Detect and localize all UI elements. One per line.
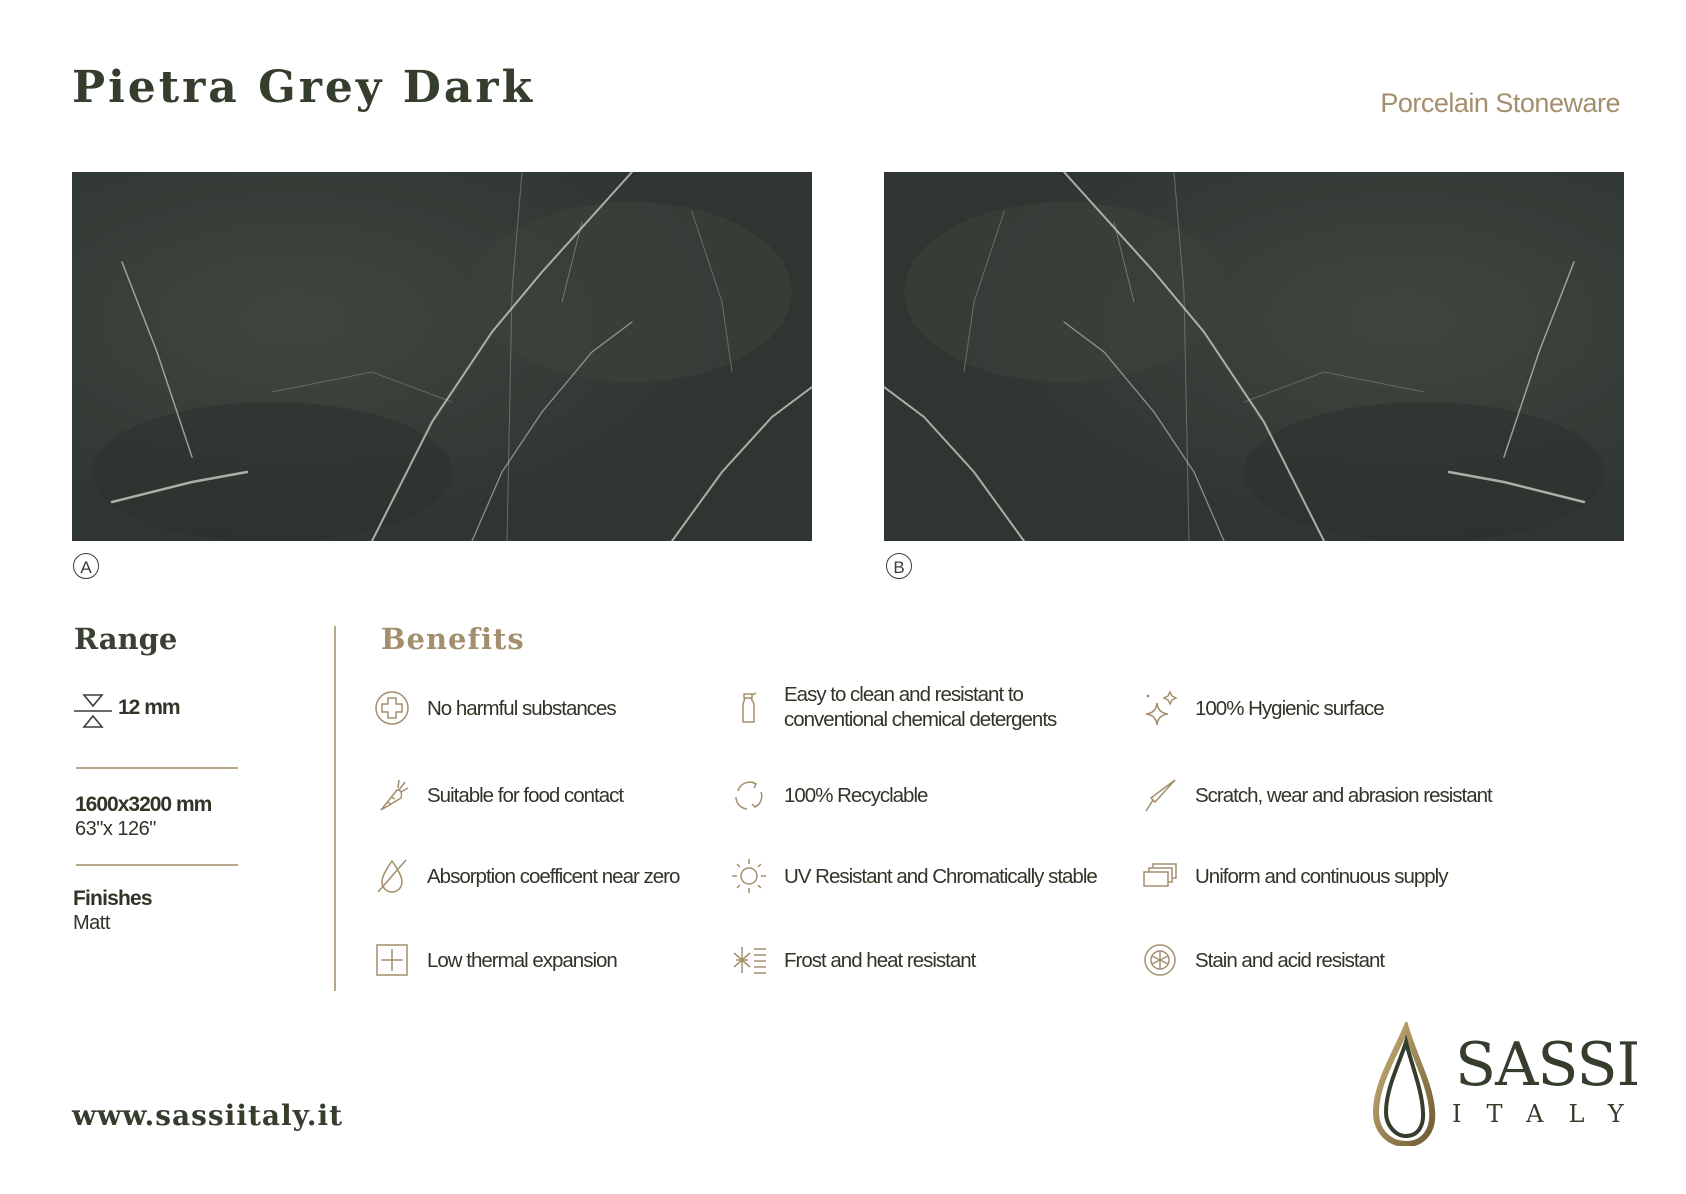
sun-icon [730,857,768,895]
divider-line [76,767,238,769]
acid-circle-icon [1141,941,1179,979]
benefit-text-line-1: Easy to clean and resistant to [784,683,1023,706]
benefit-text: 100% Hygienic surface [1195,696,1384,720]
benefit-item [730,682,1056,732]
spray-bottle-icon [730,688,768,726]
benefit-text: Absorption coefficent near zero [427,864,680,888]
benefit-text: UV Resistant and Chromatically stable [784,864,1097,888]
no-drop-icon [373,857,411,895]
recycle-icon [730,776,768,814]
benefit-item [373,941,617,979]
frost-heat-icon [730,941,768,979]
benefit-text: No harmful substances [427,696,616,720]
benefit-item [373,857,679,895]
size-inches: 63"x 126" [75,818,156,840]
benefit-item [730,857,1097,895]
finishes-value: Matt [73,912,110,934]
benefit-text: Uniform and continuous supply [1195,864,1448,888]
benefit-item [1141,941,1384,979]
cross-circle-icon [373,689,411,727]
logo-wordmark: SASSI [1455,1030,1640,1100]
size-mm: 1600x3200 mm [75,793,212,816]
benefit-text: 100% Recyclable [784,783,928,807]
benefit-text: Suitable for food contact [427,783,624,807]
page-title: Pietra Grey Dark [72,62,536,113]
benefit-text-line-2: conventional chemical detergents [784,708,1057,731]
sparkles-icon [1141,689,1179,727]
expansion-grid-icon [373,941,411,979]
divider-line [76,864,238,866]
benefit-text: Frost and heat resistant [784,948,976,972]
logo-subtitle: ITALY [1452,1100,1649,1128]
benefit-text: Low thermal expansion [427,948,617,972]
benefit-text: Scratch, wear and abrasion resistant [1195,783,1492,807]
page-subtitle: Porcelain Stoneware [1380,88,1620,118]
benefit-item [373,776,623,814]
benefit-text [784,682,1056,732]
benefit-item [730,941,975,979]
slab-image-b [884,172,1624,541]
knife-icon [1141,776,1179,814]
benefit-item [373,689,616,727]
range-heading: Range [74,622,178,656]
carrot-icon [373,776,411,814]
website-link[interactable]: www.sassiitaly.it [72,1099,344,1132]
benefit-item [730,776,927,814]
slab-label-a: A [73,553,99,579]
slab-label-b: B [886,553,912,579]
stack-icon [1141,857,1179,895]
benefits-heading: Benefits [381,622,525,656]
slab-image-a [72,172,812,541]
thickness-value: 12 mm [118,696,180,719]
section-divider [334,626,336,991]
benefit-item [1141,776,1492,814]
thickness-icon [74,693,112,729]
finishes-label: Finishes [73,887,152,910]
benefit-item [1141,689,1384,727]
benefit-item [1141,857,1447,895]
benefit-text: Stain and acid resistant [1195,948,1385,972]
